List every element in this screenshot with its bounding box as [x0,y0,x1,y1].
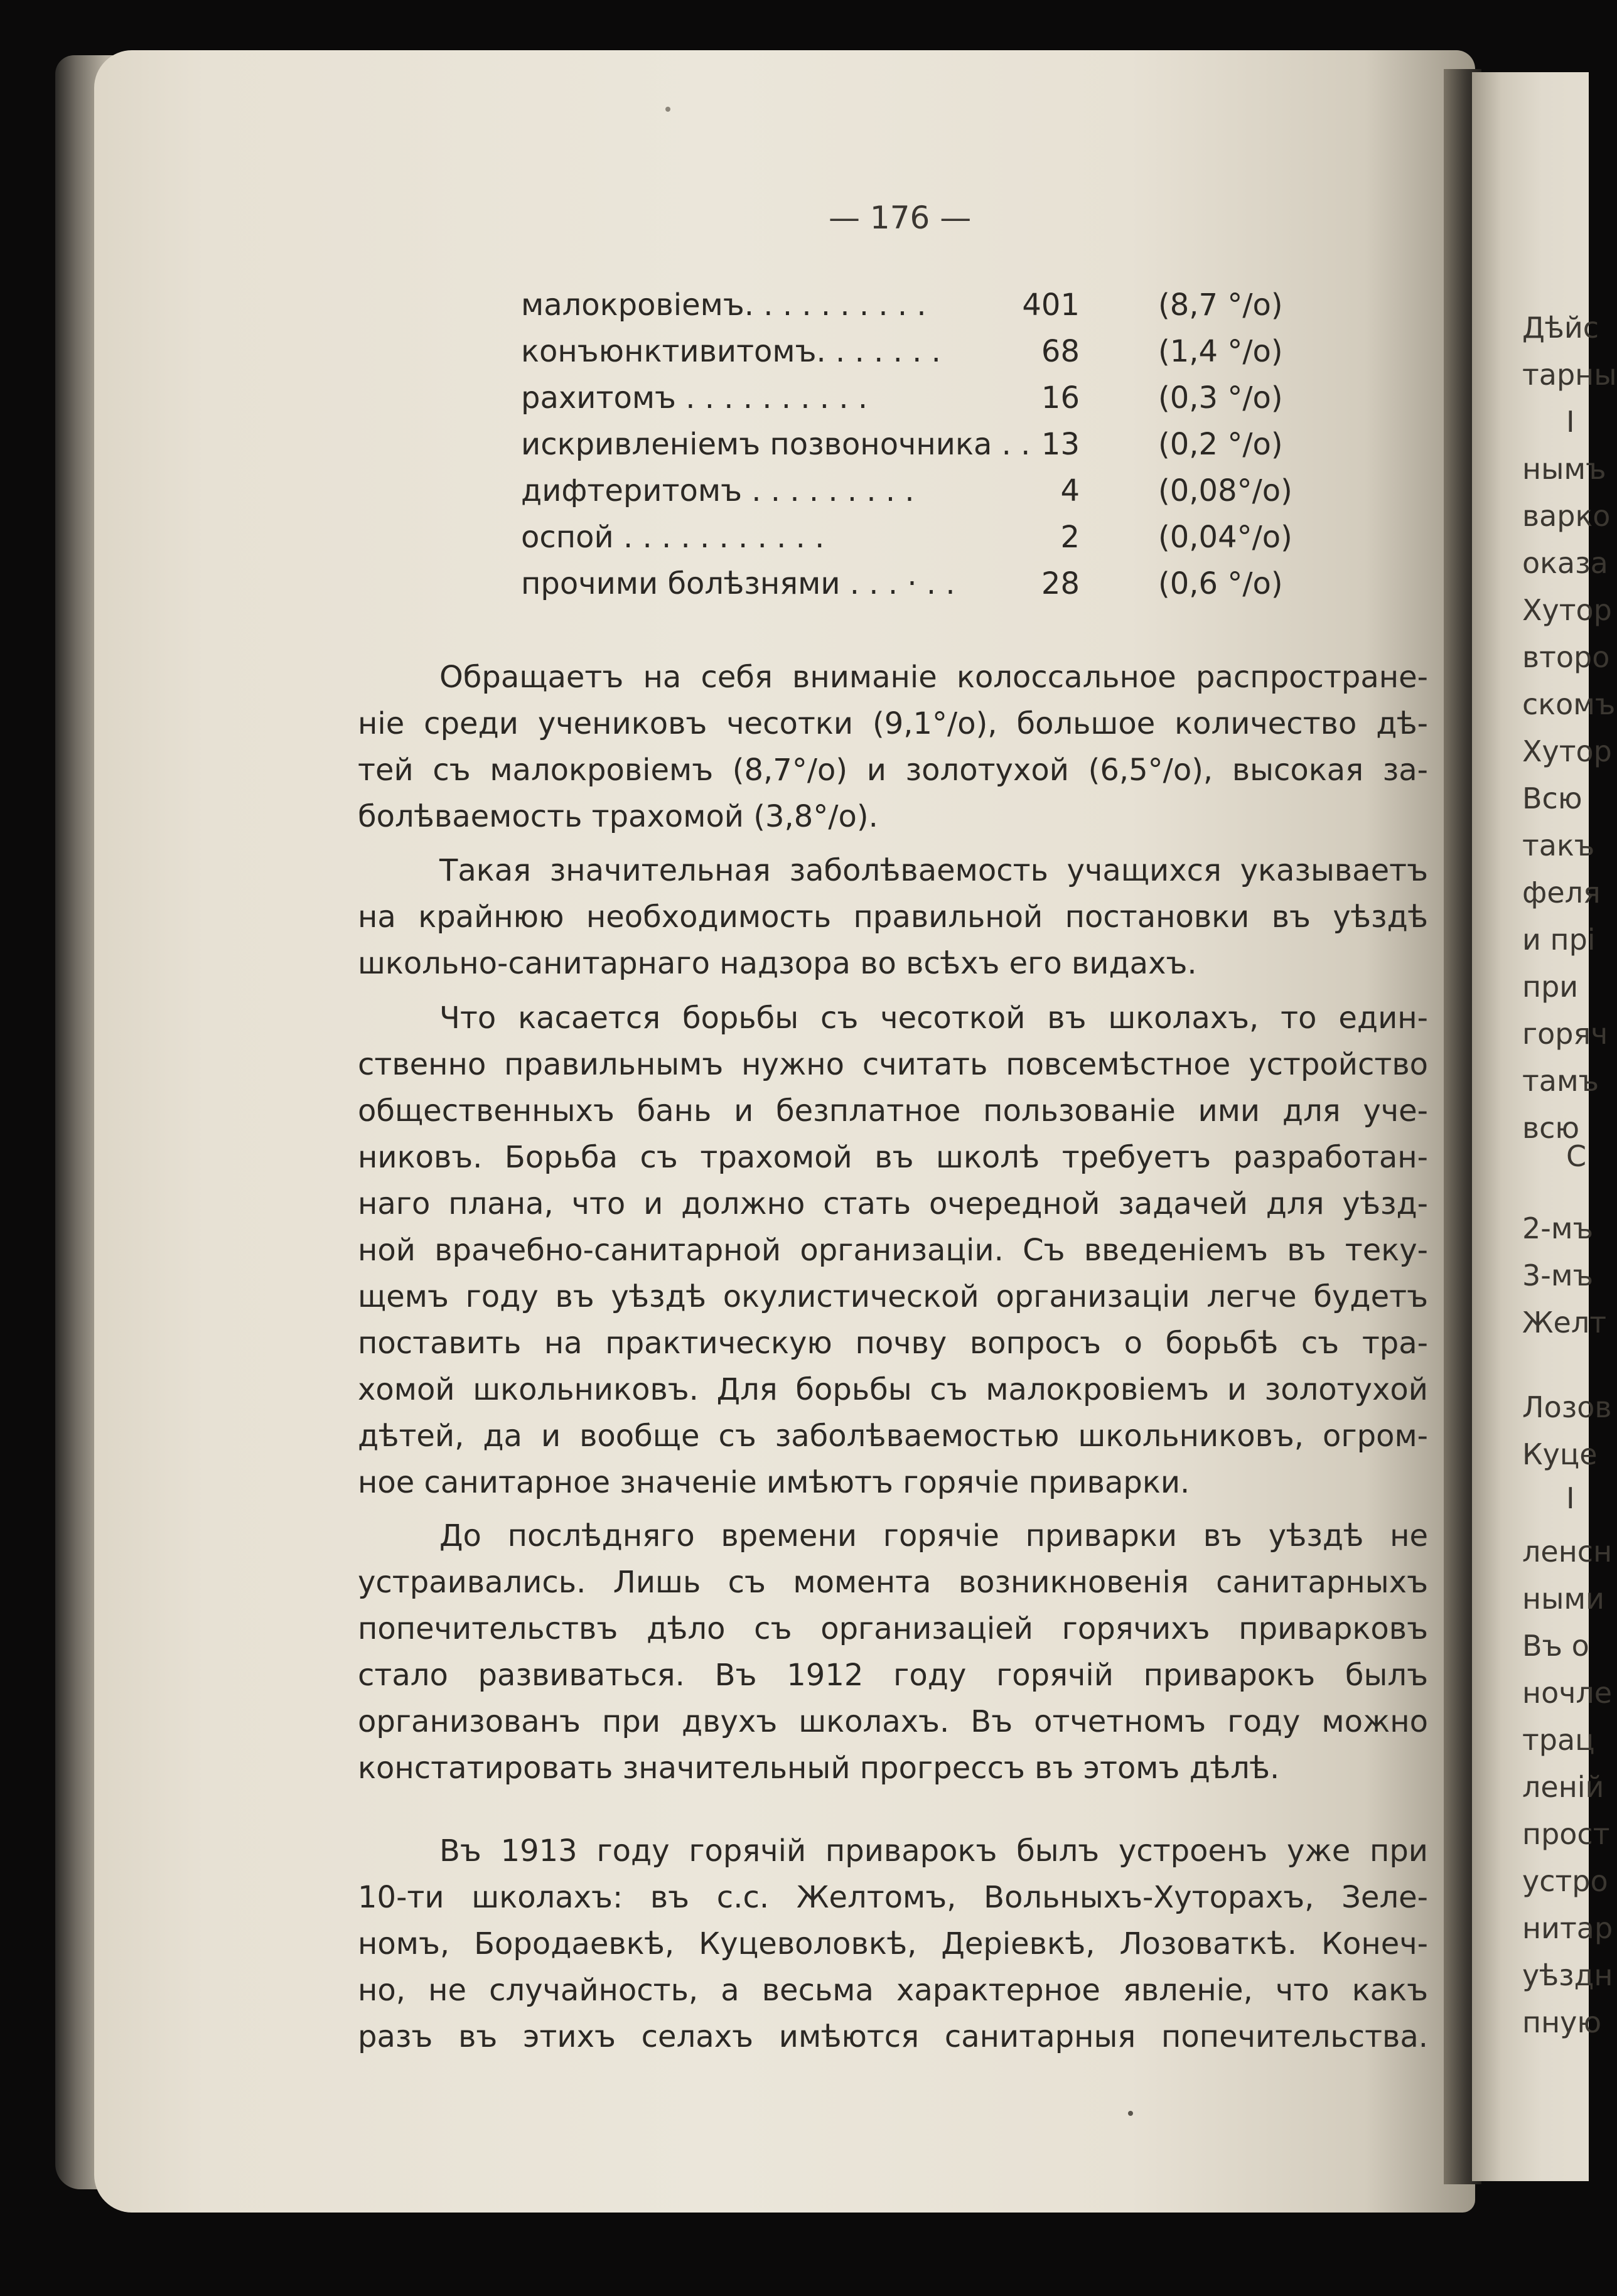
stat-row [521,520,1299,566]
text-line: организованъ при двухъ школахъ. Въ отчетномъ году можно [358,1704,1428,1739]
stat-count: 16 [1041,380,1080,416]
text-line: Что касается борьбы съ чесоткой въ школахъ, то един- [439,1000,1428,1036]
stat-label: дифтеритомъ . . . . . . . . . [521,473,915,508]
text-line: ное санитарное значеніе имѣютъ горячіе приварки. [358,1465,1190,1500]
facing-page-fragment: уѣздн [1522,1958,1613,1992]
facing-page-fragment: нымъ [1522,452,1606,486]
facing-page-fragment: тарны [1522,358,1617,392]
stat-label: малокровіемъ. . . . . . . . . . [521,287,927,323]
facing-page-fragment: при [1522,970,1579,1004]
facing-page-fragment: трац [1522,1723,1595,1757]
paragraph [358,654,1428,840]
text-line: на крайнюю необходимость правильной постановки въ уѣздѣ [358,899,1428,935]
text-line: Обращаетъ на себя вниманіе колоссальное распростране- [439,660,1428,695]
facing-page-fragment: Всю [1522,781,1582,815]
text-line: наго плана, что и должно стать очередной задачей для уѣзд- [358,1186,1428,1221]
facing-page-fragment: ными [1522,1582,1604,1616]
stat-label: оспой . . . . . . . . . . . [521,520,825,555]
facing-page-fragment: и прі [1522,923,1596,957]
stat-count: 2 [1060,520,1080,555]
stat-percent: (0,6 °/o) [1158,566,1283,601]
text-line: 10-ти школахъ: въ с.с. Желтомъ, Вольныхъ-Хуторахъ, Зеле- [358,1880,1428,1915]
facing-page-fragment: Желт [1522,1306,1607,1339]
stat-row [521,473,1299,520]
paragraph [358,1513,1428,1791]
text-line: устраивались. Лишь съ момента возникновенія санитарныхъ [358,1565,1428,1600]
paper-speck [665,107,670,112]
facing-page-fragment: Дѣйс [1522,311,1599,345]
facing-page-fragment: феля [1522,876,1601,909]
facing-page-fragment: Хутор [1522,734,1612,768]
facing-page-fragment: горяч [1522,1017,1608,1051]
facing-page-fragment: нитар [1522,1911,1613,1945]
facing-page-fragment: скомъ [1522,687,1616,721]
facing-page-fragment: оказа [1522,546,1608,580]
stat-percent: (1,4 °/o) [1158,334,1283,369]
stat-label: конъюнктивитомъ. . . . . . . [521,334,941,369]
text-line: поставить на практическую почву вопросъ о борьбѣ съ тра- [358,1326,1428,1361]
paper-speck [1128,2111,1133,2116]
facing-page-fragment: всю [1522,1111,1580,1145]
stat-row [521,334,1299,380]
stat-count: 4 [1060,473,1080,508]
facing-page-fragment: варко [1522,499,1611,533]
facing-page-fragment: Куце [1522,1437,1598,1471]
stat-percent: (0,2 °/o) [1158,427,1283,462]
paragraph [358,1828,1428,2060]
facing-page-fragment: С [1566,1139,1587,1173]
facing-page-fragment: леній [1522,1770,1604,1804]
facing-page-fragment: второ [1522,640,1610,674]
stat-percent: (0,08°/o) [1158,473,1292,508]
facing-page-fragment: тамъ [1522,1064,1599,1098]
facing-page-fragment: Въ о [1522,1629,1589,1663]
facing-page-fragment: ночле [1522,1676,1613,1710]
facing-page-fragment: Лозов [1522,1390,1612,1424]
facing-page-fragment: 3-мъ [1522,1258,1594,1292]
facing-page-fragment: пную [1522,2005,1602,2039]
text-line: школьно-санитарнаго надзора во всѣхъ его видахъ. [358,946,1197,981]
text-line: До послѣдняго времени горячіе приварки въ уѣздѣ не [439,1518,1428,1553]
text-line: дѣтей, да и вообще съ заболѣваемостью школьниковъ, огром- [358,1419,1428,1454]
text-line: стало развиваться. Въ 1912 году горячій приварокъ былъ [358,1658,1428,1693]
stat-count: 68 [1041,334,1080,369]
text-line: болѣваемость трахомой (3,8°/o). [358,799,878,834]
facing-page-fragment: Хутор [1522,593,1612,627]
text-line: Такая значительная заболѣваемость учащихся указываетъ [439,853,1428,888]
text-line: констатировать значительный прогрессъ въ этомъ дѣлѣ. [358,1751,1280,1786]
text-line: попечительствъ дѣло съ организаціей горячихъ приварковъ [358,1611,1428,1646]
stat-row [521,380,1299,427]
text-line: но, не случайность, а весьма характерное явленіе, что какъ [358,1973,1428,2008]
stat-percent: (8,7 °/o) [1158,287,1283,323]
text-line: ственно правильнымъ нужно считать повсемѣстное устройство [358,1047,1428,1082]
stat-row [521,427,1299,473]
stat-count: 401 [1022,287,1080,323]
facing-page-fragment: I [1566,405,1575,439]
stat-count: 28 [1041,566,1080,601]
text-line: номъ, Бородаевкѣ, Куцеволовкѣ, Деріевкѣ, Лозоваткѣ. Конеч- [358,1926,1428,1961]
stat-count: 13 [1041,427,1080,462]
text-line: хомой школьниковъ. Для борьбы съ малокровіемъ и золотухой [358,1372,1428,1407]
facing-page-fragment: устро [1522,1864,1608,1898]
facing-page-fragment: ленсн [1522,1535,1613,1569]
text-line: ной врачебно-санитарной организаціи. Съ введеніемъ въ теку- [358,1233,1428,1268]
text-line: Въ 1913 году горячій приварокъ былъ устроенъ уже при [439,1833,1428,1869]
stat-label: искривленіемъ позвоночника . . [521,427,1031,462]
text-line: щемъ году въ уѣздѣ окулистической организаціи легче будетъ [358,1279,1428,1314]
stat-label: прочими болѣзнями . . . · . . [521,566,955,601]
stat-row [521,566,1299,613]
facing-page-fragment: прост [1522,1817,1610,1851]
stat-label: рахитомъ . . . . . . . . . . [521,380,868,416]
stat-percent: (0,3 °/o) [1158,380,1283,416]
stat-percent: (0,04°/o) [1158,520,1292,555]
facing-page-fragment: такъ [1522,829,1595,862]
paragraph [358,847,1428,987]
facing-page-fragment: 2-мъ [1522,1211,1594,1245]
paragraph [358,995,1428,1506]
facing-page-fragment: I [1566,1481,1575,1515]
text-line: тей съ малокровіемъ (8,7°/o) и золотухой (6,5°/o), высокая за- [358,753,1428,788]
text-line: никовъ. Борьба съ трахомой въ школѣ требуетъ разработан- [358,1140,1428,1175]
text-line: общественныхъ бань и безплатное пользованіе ими для уче- [358,1093,1428,1129]
stat-row [521,287,1299,334]
page-number: — 176 — [829,200,972,236]
text-line: ніе среди учениковъ чесотки (9,1°/o), большое количество дѣ- [358,706,1428,741]
text-line: разъ въ этихъ селахъ имѣются санитарныя попечительства. [358,2019,1428,2054]
